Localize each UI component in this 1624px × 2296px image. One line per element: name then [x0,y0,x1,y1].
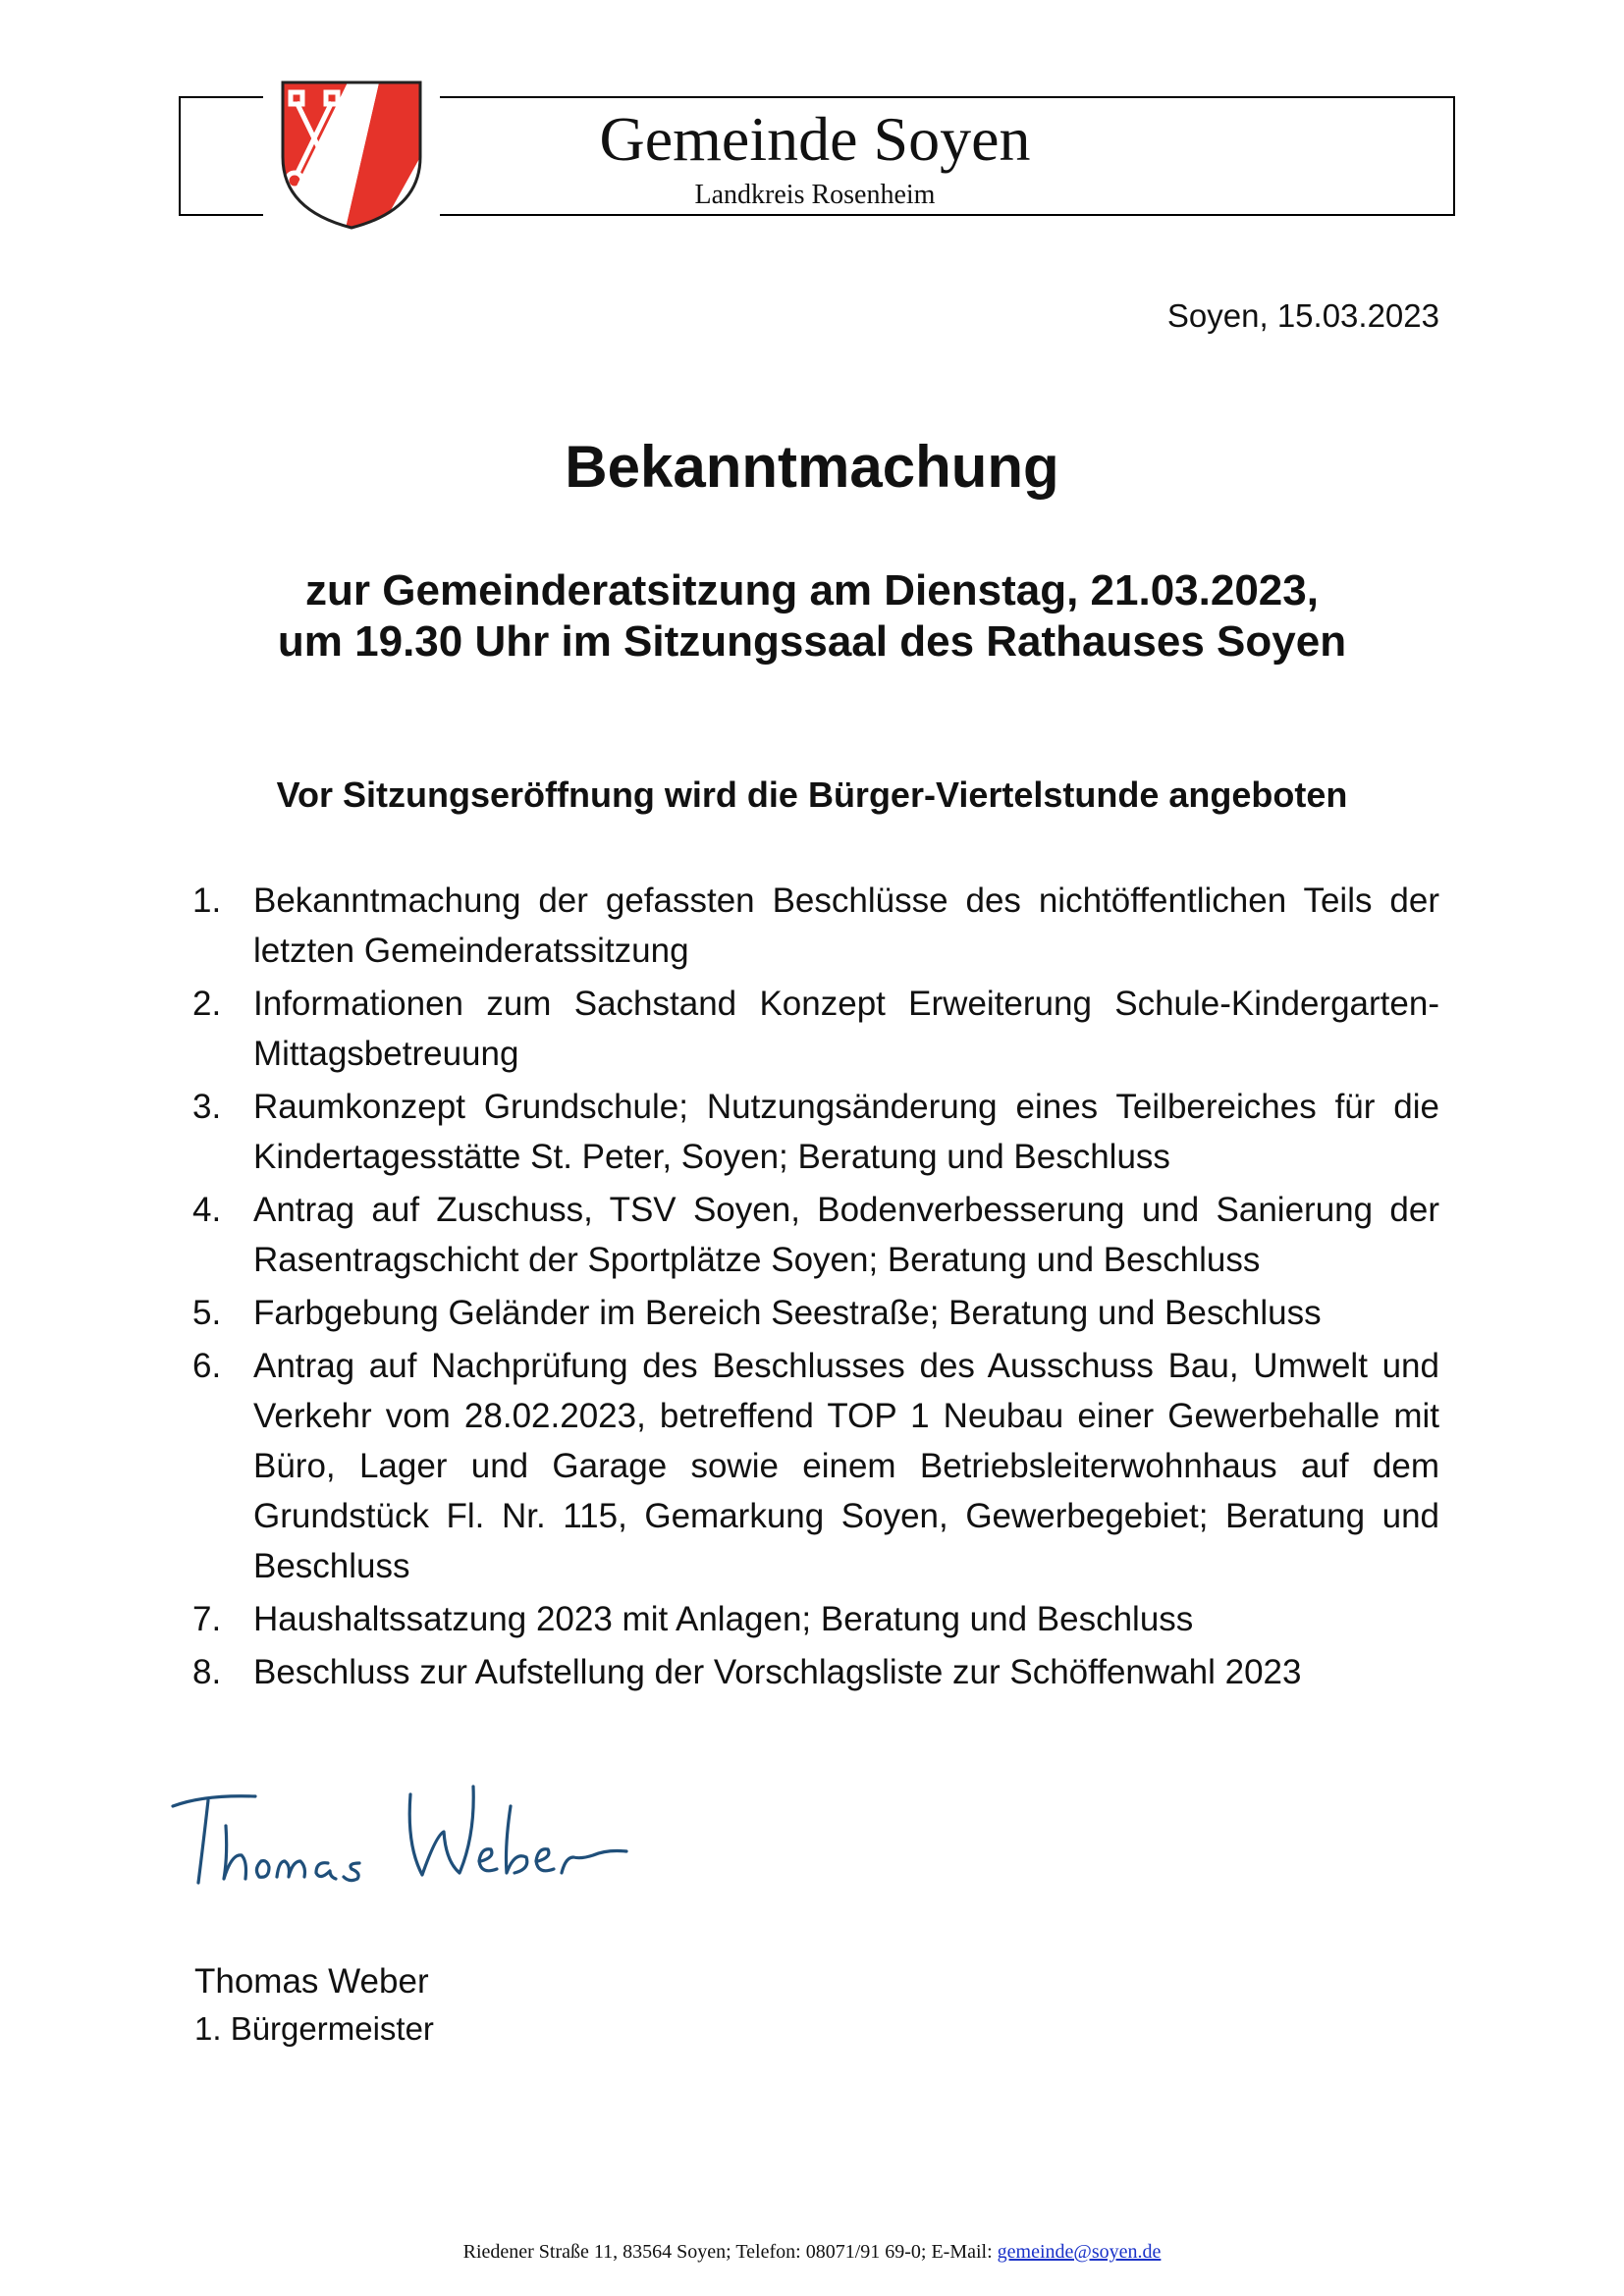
footer-contact [0,2239,1624,2265]
agenda-number: 5. [192,1294,222,1332]
agenda-item [192,1594,1439,1644]
agenda-item [192,876,1439,976]
meeting-subtitle [0,565,1624,667]
agenda-number: 7. [192,1600,222,1638]
agenda-item [192,1341,1439,1591]
agenda-text: Farbgebung Geländer im Bereich Seestraße; Beratung und Beschluss [253,1294,1322,1332]
signer-name: Thomas Weber [194,1962,429,2001]
agenda-item [192,1185,1439,1285]
agenda-number: 8. [192,1653,222,1691]
agenda-number: 2. [192,985,222,1023]
agenda-text: Raumkonzept Grundschule; Nutzungsänderung eines Teilbereiches für die Kindertagesstätte St. Peter, Soyen; Beratung und Beschluss [253,1088,1439,1176]
agenda-list [192,876,1439,1700]
agenda-text: Antrag auf Nachprüfung des Beschlusses des Ausschuss Bau, Umwelt und Verkehr vom 28.02.2023, betreffend TOP 1 Neubau einer Gewerbehalle mit Büro, Lager und Garage sowie einem Betriebsleiterwohnhaus auf dem Grundstück Fl. Nr. 115, Gemarkung Soyen, Gewerbegebiet; Beratung und Beschluss [253,1347,1439,1585]
email-link[interactable]: gemeinde@soyen.de [997,2241,1162,2263]
handwritten-signature [165,1767,676,1895]
agenda-text: Informationen zum Sachstand Konzept Erweiterung Schule-Kindergarten-Mittagsbetreuung [253,985,1439,1073]
agenda-text: Haushaltssatzung 2023 mit Anlagen; Beratung und Beschluss [253,1600,1194,1638]
district-name: Landkreis Rosenheim [694,180,936,210]
agenda-number: 1. [192,881,222,920]
agenda-item [192,1288,1439,1338]
signer-role: 1. Bürgermeister [194,2010,434,2047]
coat-of-arms-icon [263,67,440,234]
agenda-item [192,1082,1439,1182]
organization-name: Gemeinde Soyen [599,104,1031,174]
agenda-text: Bekanntmachung der gefassten Beschlüsse des nichtöffentlichen Teils der letzten Gemeinderatssitzung [253,881,1439,970]
agenda-item [192,1647,1439,1697]
agenda-text: Beschluss zur Aufstellung der Vorschlagsliste zur Schöffenwahl 2023 [253,1653,1302,1691]
agenda-item [192,979,1439,1079]
page-title: Bekanntmachung [565,434,1059,500]
agenda-number: 3. [192,1088,222,1126]
subtitle-line-1: zur Gemeinderatsitzung am Dienstag, 21.03.2023, [305,566,1319,614]
agenda-number: 6. [192,1347,222,1385]
agenda-text: Antrag auf Zuschuss, TSV Soyen, Bodenverbesserung und Sanierung der Rasentragschicht der Sportplätze Soyen; Beratung und Beschluss [253,1191,1439,1279]
footer-address: Riedener Straße 11, 83564 Soyen; Telefon: 08071/91 69-0; E-Mail: [462,2241,998,2263]
pre-session-note: Vor Sitzungseröffnung wird die Bürger-Viertelstunde angeboten [276,774,1348,815]
document-date: Soyen, 15.03.2023 [1166,297,1439,334]
subtitle-line-2: um 19.30 Uhr im Sitzungssaal des Rathauses Soyen [277,617,1347,666]
agenda-number: 4. [192,1191,222,1229]
